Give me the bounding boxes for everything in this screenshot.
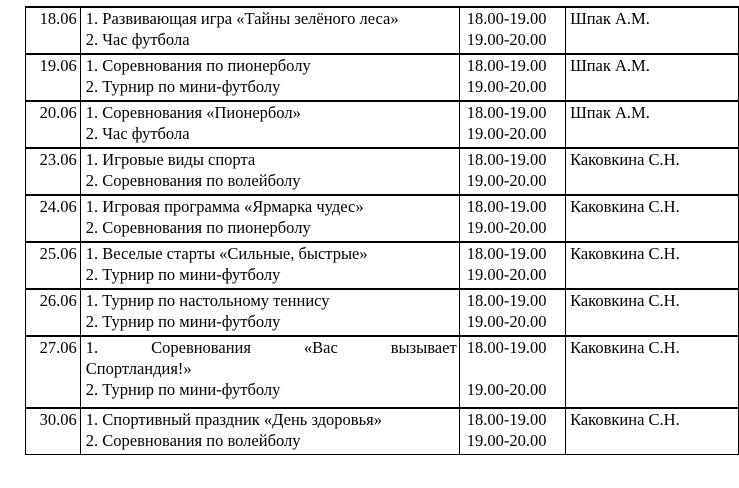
- events-cell: [80, 289, 459, 336]
- date-cell: 30.06: [26, 408, 81, 455]
- responsible-cell: Каковкина С.Н.: [566, 336, 739, 408]
- event-item-wrap: Спортландия!»: [85, 359, 192, 378]
- date-cell: 24.06: [26, 195, 81, 242]
- responsible-cell: Шпак А.М.: [566, 54, 739, 101]
- event-item: 1. Турнир по настольному теннису: [85, 291, 330, 310]
- event-item: 2. Соревнования по пионерболу: [85, 218, 311, 237]
- time-slot: 18.00-19.00: [466, 56, 547, 75]
- event-word: вызывает: [390, 338, 457, 357]
- responsible-cell: Шпак А.М.: [566, 7, 739, 54]
- schedule-table: [25, 6, 739, 455]
- responsible-cell: Каковкина С.Н.: [566, 408, 739, 455]
- responsible-cell: Шпак А.М.: [566, 101, 739, 148]
- event-item: 1. Игровая программа «Ярмарка чудес»: [85, 197, 364, 216]
- date-cell: 27.06: [26, 336, 81, 408]
- event-item: 1. Игровые виды спорта: [85, 150, 256, 169]
- time-slot: 18.00-19.00: [466, 410, 547, 429]
- time-cell: [459, 195, 565, 242]
- table-row: [26, 7, 739, 54]
- date-cell: 23.06: [26, 148, 81, 195]
- time-slot: 19.00-20.00: [466, 218, 547, 237]
- event-item: 2. Соревнования по волейболу: [85, 431, 301, 450]
- event-item: 1. Соревнования «Пионербол»: [85, 103, 301, 122]
- time-slot: 19.00-20.00: [466, 380, 547, 399]
- time-slot: 19.00-20.00: [466, 30, 547, 49]
- event-item: 2. Турнир по мини-футболу: [85, 265, 281, 284]
- table-row: [26, 101, 739, 148]
- date-cell: 18.06: [26, 7, 81, 54]
- responsible-cell: Каковкина С.Н.: [566, 289, 739, 336]
- time-slot: 19.00-20.00: [466, 265, 547, 284]
- events-cell: [80, 148, 459, 195]
- responsible-cell: Каковкина С.Н.: [566, 242, 739, 289]
- event-word: Соревнования: [151, 338, 251, 357]
- time-slot: 18.00-19.00: [466, 9, 547, 28]
- event-item: 1. Развивающая игра «Тайны зелёного леса»: [85, 9, 399, 28]
- table-row: [26, 336, 739, 408]
- time-slot: 19.00-20.00: [466, 77, 547, 96]
- event-item: 2. Соревнования по волейболу: [85, 171, 301, 190]
- time-cell: [459, 336, 565, 408]
- time-slot: 19.00-20.00: [466, 431, 547, 450]
- table-row: [26, 242, 739, 289]
- time-cell: [459, 242, 565, 289]
- events-cell: [80, 101, 459, 148]
- table-row: [26, 148, 739, 195]
- event-item: 1. Соревнования по пионерболу: [85, 56, 311, 75]
- time-slot: 18.00-19.00: [466, 197, 547, 216]
- time-cell: [459, 408, 565, 455]
- events-cell: [80, 242, 459, 289]
- events-cell: [80, 336, 459, 408]
- table-row: [26, 408, 739, 455]
- time-cell: [459, 289, 565, 336]
- date-cell: 25.06: [26, 242, 81, 289]
- table-row: [26, 54, 739, 101]
- event-item: 2. Час футбола: [85, 124, 190, 143]
- time-slot: 18.00-19.00: [466, 291, 547, 310]
- events-cell: [80, 195, 459, 242]
- time-slot: 18.00-19.00: [466, 338, 547, 357]
- time-slot: 19.00-20.00: [466, 171, 547, 190]
- responsible-cell: Каковкина С.Н.: [566, 195, 739, 242]
- event-item: 2. Турнир по мини-футболу: [85, 77, 281, 96]
- event-item: 2. Турнир по мини-футболу: [85, 312, 281, 331]
- events-cell: [80, 54, 459, 101]
- time-slot: 19.00-20.00: [466, 312, 547, 331]
- time-slot: 18.00-19.00: [466, 244, 547, 263]
- event-item: 1. Веселые старты «Сильные, быстрые»: [85, 244, 368, 263]
- time-cell: [459, 148, 565, 195]
- event-item: 1. Спортивный праздник «День здоровья»: [85, 410, 382, 429]
- table-row: [26, 195, 739, 242]
- events-cell: [80, 7, 459, 54]
- events-cell: [80, 408, 459, 455]
- date-cell: 26.06: [26, 289, 81, 336]
- time-slot: 18.00-19.00: [466, 150, 547, 169]
- responsible-cell: Каковкина С.Н.: [566, 148, 739, 195]
- time-cell: [459, 7, 565, 54]
- date-cell: 19.06: [26, 54, 81, 101]
- event-item: 2. Турнир по мини-футболу: [85, 380, 281, 399]
- date-cell: 20.06: [26, 101, 81, 148]
- event-item: 2. Час футбола: [85, 30, 190, 49]
- event-word: «Вас: [303, 338, 338, 357]
- time-slot: 18.00-19.00: [466, 103, 547, 122]
- table-row: [26, 289, 739, 336]
- time-cell: [459, 101, 565, 148]
- event-item-justified: [86, 337, 457, 358]
- time-cell: [459, 54, 565, 101]
- event-word: 1.: [85, 338, 99, 357]
- time-slot: 19.00-20.00: [466, 124, 547, 143]
